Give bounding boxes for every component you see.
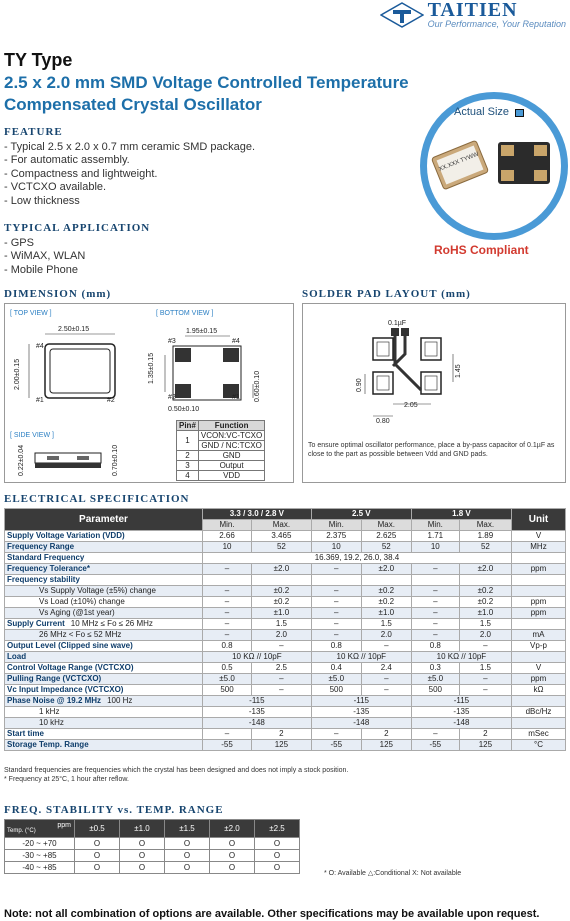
param-cell: Vs Load (±10%) change [5, 597, 203, 608]
temp-range-cell: -30 ~ +85 [5, 850, 75, 862]
value-cell: 0.8 [311, 641, 361, 652]
value-cell: 1.71 [411, 531, 459, 542]
table-row [5, 663, 566, 674]
taitien-logo-icon [380, 2, 424, 28]
value-cell: -148 [411, 718, 511, 729]
param-header: Parameter [5, 509, 203, 531]
table-row [5, 838, 300, 850]
feature-list [4, 141, 255, 208]
value-cell: 52 [459, 542, 511, 553]
unit-cell [512, 652, 566, 663]
value-cell: – [459, 674, 511, 685]
value-cell: – [361, 685, 411, 696]
table-row: 4 VDD [177, 471, 265, 481]
param-cell: 10 kHz [5, 718, 203, 729]
value-cell: 2.66 [203, 531, 252, 542]
availability-cell: O [255, 838, 300, 850]
param-cell: Storage Temp. Range [5, 740, 203, 751]
value-cell: 2.0 [252, 630, 312, 641]
unit-cell [512, 553, 566, 564]
voltage-group-header: 3.3 / 3.0 / 2.8 V [203, 509, 312, 520]
stability-col-header: ±2.0 [210, 820, 255, 838]
value-cell: 16.369, 19.2, 26.0, 38.4 [203, 553, 512, 564]
list-item: - Mobile Phone [4, 263, 78, 276]
availability-cell: O [165, 838, 210, 850]
stability-corner: ppm Temp. (°C) [5, 820, 75, 838]
value-cell: 125 [361, 740, 411, 751]
param-cell: Control Voltage Range (VCTCXO) [5, 663, 203, 674]
param-cell: Output Level (Clipped sine wave) [5, 641, 203, 652]
value-cell: 1.5 [459, 663, 511, 674]
stability-col-header: ±1.5 [165, 820, 210, 838]
value-cell: – [411, 608, 459, 619]
value-cell: – [311, 630, 361, 641]
value-cell: – [361, 674, 411, 685]
spec-note: Standard frequencies are frequencies which the crystal has been designed and does not imply a stock position. [4, 767, 349, 774]
param-cell: Vs Aging (@1st year) [5, 608, 203, 619]
value-cell: 0.5 [203, 663, 252, 674]
value-cell: – [203, 564, 252, 575]
table-row [5, 740, 566, 751]
table-row [5, 641, 566, 652]
table-row [5, 707, 566, 718]
table-row [5, 597, 566, 608]
brand-name: TAITIEN [427, 0, 518, 21]
value-cell: -135 [203, 707, 312, 718]
unit-cell: ppm [512, 564, 566, 575]
spec-note: * Frequency at 25°C, 1 hour after reflow. [4, 775, 129, 783]
value-cell [311, 575, 361, 586]
solder-note: To ensure optimal oscillator performance, place a by-pass capacitor of 0.1µF as close to the part as possible between Vdd and GND pads. [308, 442, 555, 458]
unit-cell: mA [512, 630, 566, 641]
unit-cell: kΩ [512, 685, 566, 696]
unit-header: Unit [512, 509, 566, 531]
dim-pad-pitch-h: 2.05 [404, 402, 418, 409]
value-cell: – [203, 597, 252, 608]
stability-col-header: ±1.0 [120, 820, 165, 838]
value-cell: – [411, 630, 459, 641]
value-cell: 2 [361, 729, 411, 740]
value-cell: – [311, 619, 361, 630]
dimension-heading: DIMENSION (mm) [4, 288, 112, 300]
dim-length: 2.50±0.15 [58, 326, 90, 333]
value-cell: 125 [459, 740, 511, 751]
value-cell: 2.4 [361, 663, 411, 674]
table-row [5, 862, 300, 874]
dim-pad-span: 1.95±0.15 [186, 328, 218, 335]
value-cell: – [252, 685, 312, 696]
unit-cell [512, 575, 566, 586]
value-cell: 0.4 [311, 663, 361, 674]
electrical-spec-table: Parameter 3.3 / 3.0 / 2.8 V 2.5 V 1.8 V Unit Min. Max. Min. Max. Min. Max. Supply Voltage Variation (VDD) 2.66 3.465 2.375 2.625 1.71 1.89 V Frequency Range 10 52 10 52 10 52 MHz Standard Frequency 16.369, 19.2, 26.0, 38.4 Frequency Tolerance* – ±2.0 – ±2.0 – ±2.0 ppm Frequency stability Vs Supply Voltage (±5%) change – ±0.2 – ±0.2 – ±0.2 Vs Load (±10%) change – ±0.2 – ±0.2 – ±0.2 ppm Vs Aging (@1st year) – ±1.0 – ±1.0 – ±1.0 ppm Supply Current 10 MHz ≤ Fo ≤ 26 MHz – 1.5 – 1.5 – 1.5 26 MHz < Fo ≤ 52 MHz – 2.0 – 2.0 – 2.0 mA Output Level (Clipped sine wave) 0.8 – 0.8 – 0.8 – Vp-p Load 10 KΩ // 10pF 10 KΩ // 10pF 10 KΩ // 10pF Control Voltage Range (VCTCXO) 0.5 2.5 0.4 2.4 0.3 1.5 V Pulling Range (VCTCXO) ±5.0 – ±5.0 – ±5.0 – ppm Vc Input Impedance (VCTCXO) 500 – 500 – 500 – kΩ Phase Noise @ 19.2 MHz 100 Hz -115 -115 -115 1 kHz -135 -135 -135 dBc/Hz 10 kHz -148 -148 -148 Start time – 2 – 2 – 2 mSec Storage Temp. Range -55 125 -55 125 -55 125 °C [4, 508, 566, 751]
value-cell: 1.5 [252, 619, 312, 630]
value-cell: 3.465 [252, 531, 312, 542]
table-header: Pin# [177, 421, 199, 431]
unit-cell [512, 619, 566, 630]
list-item: - Low thickness [4, 194, 80, 207]
table-row [5, 608, 566, 619]
list-item: - GPS [4, 237, 34, 249]
value-cell: – [203, 729, 252, 740]
value-cell: 0.3 [411, 663, 459, 674]
product-title: 2.5 x 2.0 mm SMD Voltage Controlled Temperature Compensated Crystal Oscillator [4, 73, 409, 114]
value-cell: ±5.0 [203, 674, 252, 685]
table-row [5, 729, 566, 740]
dim-pad-height: 1.35±0.15 [148, 352, 155, 384]
list-item: - For automatic assembly. [4, 154, 130, 167]
value-cell: 2.5 [252, 663, 312, 674]
dim-pad-size: 0.60±0.10 [254, 370, 261, 402]
param-cell: Supply Voltage Variation (VDD) [5, 531, 203, 542]
spec-notes [4, 767, 348, 784]
stability-table [4, 819, 300, 874]
value-cell: 2.0 [361, 630, 411, 641]
value-cell: 1.5 [361, 619, 411, 630]
actual-size-label: Actual Size [454, 106, 510, 118]
value-cell: – [311, 597, 361, 608]
value-cell: 52 [361, 542, 411, 553]
dim-height: 0.70±0.10 [112, 444, 119, 476]
availability-cell: O [120, 850, 165, 862]
top-view-label: [ TOP VIEW ] [10, 310, 52, 317]
value-cell [203, 575, 252, 586]
value-cell: 500 [311, 685, 361, 696]
brand-logo [380, 0, 566, 30]
unit-cell: °C [512, 740, 566, 751]
value-cell: ±5.0 [411, 674, 459, 685]
availability-cell: O [165, 862, 210, 874]
value-cell: 500 [411, 685, 459, 696]
unit-cell: dBc/Hz [512, 707, 566, 718]
value-cell: ±1.0 [361, 608, 411, 619]
value-cell: 10 KΩ // 10pF [411, 652, 511, 663]
stability-heading: FREQ. STABILITY vs. TEMP. RANGE [4, 804, 224, 816]
value-cell: 1.89 [459, 531, 511, 542]
value-cell: ±0.2 [459, 586, 511, 597]
value-cell: ±0.2 [252, 597, 312, 608]
param-cell: Vs Supply Voltage (±5%) change [5, 586, 203, 597]
value-cell: – [311, 608, 361, 619]
capacitor-label: 0.1µF [388, 320, 407, 327]
value-cell: – [203, 630, 252, 641]
table-row [5, 674, 566, 685]
feature-heading: FEATURE [4, 126, 63, 138]
value-cell: -55 [311, 740, 361, 751]
value-cell: -135 [311, 707, 411, 718]
value-cell: ±1.0 [252, 608, 312, 619]
table-row [5, 630, 566, 641]
value-cell: -55 [411, 740, 459, 751]
value-cell: – [203, 586, 252, 597]
param-cell: Supply Current 10 MHz ≤ Fo ≤ 26 MHz [5, 619, 203, 630]
value-cell: ±0.2 [252, 586, 312, 597]
value-cell: – [252, 641, 312, 652]
value-cell: – [411, 729, 459, 740]
value-cell [459, 575, 511, 586]
table-row: 3 Output [177, 461, 265, 471]
dim-pad-width: 0.80 [376, 418, 390, 425]
param-cell: Frequency Tolerance* [5, 564, 203, 575]
bottom-pin-4: #4 [232, 338, 240, 345]
table-row [5, 542, 566, 553]
rohs-label: RoHS Compliant [434, 243, 529, 257]
value-cell: 10 [411, 542, 459, 553]
value-cell: -148 [203, 718, 312, 729]
dim-pad-thickness: 0.22±0.04 [18, 444, 25, 476]
bottom-view-label: [ BOTTOM VIEW ] [156, 310, 214, 317]
unit-cell [512, 696, 566, 707]
value-cell: – [311, 586, 361, 597]
availability-cell: O [210, 862, 255, 874]
table-row [5, 553, 566, 564]
value-cell: -135 [411, 707, 511, 718]
value-cell: 500 [203, 685, 252, 696]
value-cell: – [411, 564, 459, 575]
table-row [5, 718, 566, 729]
param-cell: Vc Input Impedance (VCTCXO) [5, 685, 203, 696]
param-cell: Standard Frequency [5, 553, 203, 564]
value-cell: ±0.2 [459, 597, 511, 608]
table-row [5, 564, 566, 575]
application-heading: TYPICAL APPLICATION [4, 222, 151, 234]
availability-cell: O [210, 838, 255, 850]
value-cell: 10 KΩ // 10pF [203, 652, 312, 663]
availability-cell: O [165, 850, 210, 862]
dim-pad-width: 0.50±0.10 [168, 406, 200, 413]
value-cell: ±2.0 [252, 564, 312, 575]
list-item: - VCTCXO available. [4, 181, 107, 194]
temp-range-cell: -20 ~ +70 [5, 838, 75, 850]
param-cell: Frequency Range [5, 542, 203, 553]
unit-cell: V [512, 531, 566, 542]
value-cell: 125 [252, 740, 312, 751]
list-item: - WiMAX, WLAN [4, 250, 86, 263]
table-row [5, 685, 566, 696]
table-row [5, 850, 300, 862]
table-row: GND / NC:TCXO [177, 441, 265, 451]
value-cell: – [459, 641, 511, 652]
param-cell: Phase Noise @ 19.2 MHz 100 Hz [5, 696, 203, 707]
table-row [5, 531, 566, 542]
param-cell: 26 MHz < Fo ≤ 52 MHz [5, 630, 203, 641]
value-cell: – [203, 608, 252, 619]
chip-photo [430, 130, 556, 200]
actual-size-swatch [515, 109, 524, 117]
pin-4-label: #4 [36, 343, 44, 350]
footer-note: Note: not all combination of options are available. Other specifications may be available upon request. [4, 908, 540, 920]
stability-legend: * O: Available △:Conditional X: Not available [324, 870, 462, 877]
param-cell: Frequency stability [5, 575, 203, 586]
value-cell: 0.8 [411, 641, 459, 652]
unit-cell: ppm [512, 597, 566, 608]
value-cell: ±0.2 [361, 597, 411, 608]
pin-function-table [176, 420, 265, 481]
voltage-group-header: 1.8 V [411, 509, 511, 520]
availability-cell: O [255, 850, 300, 862]
table-row [5, 586, 566, 597]
bottom-pin-1: #1 [232, 394, 240, 401]
dim-pad-height: 0.90 [356, 378, 363, 392]
availability-cell: O [75, 850, 120, 862]
dim-pad-pitch-v: 1.45 [455, 364, 462, 378]
dim-width: 2.00±0.15 [14, 358, 21, 390]
value-cell: -148 [311, 718, 411, 729]
table-header: Function [198, 421, 264, 431]
value-cell: – [411, 597, 459, 608]
value-cell [252, 575, 312, 586]
solder-pad-drawing [303, 304, 565, 434]
availability-cell: O [255, 862, 300, 874]
value-cell: -115 [311, 696, 411, 707]
value-cell: ±1.0 [459, 608, 511, 619]
unit-cell: ppm [512, 674, 566, 685]
value-cell: – [203, 619, 252, 630]
solder-heading: SOLDER PAD LAYOUT (mm) [302, 288, 471, 300]
pin-1-label: #1 [36, 397, 44, 404]
value-cell: -115 [203, 696, 312, 707]
value-cell: 2.625 [361, 531, 411, 542]
table-row [5, 696, 566, 707]
value-cell: -55 [203, 740, 252, 751]
list-item: - Compactness and lightweight. [4, 167, 158, 180]
unit-cell [512, 586, 566, 597]
value-cell: 52 [252, 542, 312, 553]
value-cell [411, 575, 459, 586]
stability-col-header: ±0.5 [75, 820, 120, 838]
param-cell: Start time [5, 729, 203, 740]
value-cell: 2.0 [459, 630, 511, 641]
brand-tagline: Our Performance, Your Reputation [427, 18, 566, 29]
unit-cell [512, 718, 566, 729]
table-row: 2 GND [177, 451, 265, 461]
temp-range-cell: -40 ~ +85 [5, 862, 75, 874]
pin-2-label: #2 [107, 397, 115, 404]
bottom-pin-2: #2 [168, 394, 176, 401]
stability-col-header: ±2.5 [255, 820, 300, 838]
chip-marking: XX.XXX TYWW [438, 151, 480, 173]
table-row [5, 619, 566, 630]
value-cell: -115 [411, 696, 511, 707]
value-cell [361, 575, 411, 586]
value-cell: ±0.2 [361, 586, 411, 597]
value-cell: 1.5 [459, 619, 511, 630]
availability-cell: O [120, 862, 165, 874]
value-cell: ±5.0 [311, 674, 361, 685]
unit-cell: mSec [512, 729, 566, 740]
availability-cell: O [120, 838, 165, 850]
value-cell: ±2.0 [459, 564, 511, 575]
value-cell: – [311, 729, 361, 740]
table-row: 1 VCON:VC-TCXO [177, 431, 265, 441]
value-cell: 2.375 [311, 531, 361, 542]
side-view-label: [ SIDE VIEW ] [10, 432, 54, 439]
unit-cell: ppm [512, 608, 566, 619]
value-cell: – [252, 674, 312, 685]
table-row [5, 652, 566, 663]
unit-cell: Vp-p [512, 641, 566, 652]
value-cell: 10 KΩ // 10pF [311, 652, 411, 663]
param-cell: Pulling Range (VCTCXO) [5, 674, 203, 685]
value-cell: 2 [252, 729, 312, 740]
list-item: - Typical 2.5 x 2.0 x 0.7 mm ceramic SMD package. [4, 141, 256, 153]
value-cell: – [459, 685, 511, 696]
unit-cell: V [512, 663, 566, 674]
value-cell: 10 [203, 542, 252, 553]
unit-cell: MHz [512, 542, 566, 553]
table-row [5, 575, 566, 586]
value-cell: – [311, 564, 361, 575]
param-cell: 1 kHz [5, 707, 203, 718]
value-cell: 10 [311, 542, 361, 553]
electrical-heading: ELECTRICAL SPECIFICATION [4, 493, 190, 505]
value-cell: – [361, 641, 411, 652]
value-cell: 0.8 [203, 641, 252, 652]
application-list [4, 237, 85, 277]
product-type: TY Type [4, 50, 73, 70]
voltage-group-header: 2.5 V [311, 509, 411, 520]
bottom-pin-3: #3 [168, 338, 176, 345]
value-cell: – [411, 619, 459, 630]
param-cell: Load [5, 652, 203, 663]
availability-cell: O [75, 862, 120, 874]
value-cell: – [411, 586, 459, 597]
value-cell: 2 [459, 729, 511, 740]
availability-cell: O [210, 850, 255, 862]
value-cell: ±2.0 [361, 564, 411, 575]
availability-cell: O [75, 838, 120, 850]
